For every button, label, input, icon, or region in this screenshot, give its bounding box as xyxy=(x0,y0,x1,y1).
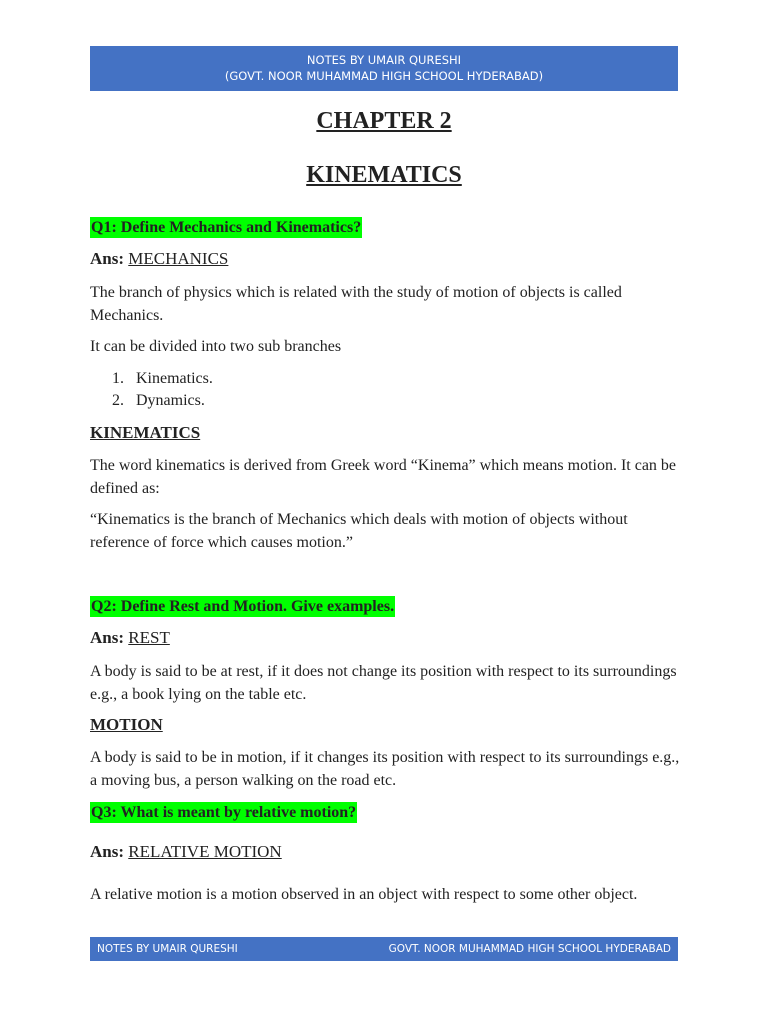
question-2: Q2: Define Rest and Motion. Give examples. xyxy=(91,598,395,615)
subheading: MOTION xyxy=(90,715,163,734)
header-line-2: (GOVT. NOOR MUHAMMAD HIGH SCHOOL HYDERABAD) xyxy=(224,69,544,83)
paragraph: A body is said to be at rest, if it does not change its position with respect to its surroundings e.g., a book lying on the table etc. xyxy=(90,663,677,703)
paragraph: A relative motion is a motion observed in an object with respect to some other object. xyxy=(90,886,638,903)
question-1: Q1: Define Mechanics and Kinematics? xyxy=(91,219,362,236)
list-number: 2. xyxy=(112,392,124,409)
list-number: 1. xyxy=(112,370,124,387)
page-header-band xyxy=(90,46,678,91)
page-footer-band xyxy=(90,937,678,961)
header-line-1: NOTES BY UMAIR QURESHI xyxy=(306,53,462,67)
subheading: KINEMATICS xyxy=(90,423,201,442)
paragraph: A body is said to be in motion, if it changes its position with respect to its surroundings e.g., a moving bus, a person walking on the road etc. xyxy=(90,749,680,789)
answer-1-heading xyxy=(90,248,228,270)
answer-3-heading xyxy=(90,841,282,863)
paragraph: It can be divided into two sub branches xyxy=(90,338,342,355)
list-item xyxy=(112,390,205,412)
answer-term: RELATIVE MOTION xyxy=(128,842,282,861)
chapter-subtitle: KINEMATICS xyxy=(306,162,462,188)
footer-left-text: NOTES BY UMAIR QURESHI xyxy=(97,943,238,955)
answer-label: Ans: xyxy=(90,249,125,268)
question-3: Q3: What is meant by relative motion? xyxy=(91,804,357,821)
list-text: Dynamics. xyxy=(136,392,205,409)
list-text: Kinematics. xyxy=(136,370,213,387)
footer-right-text: GOVT. NOOR MUHAMMAD HIGH SCHOOL HYDERABAD xyxy=(388,943,671,955)
answer-term: MECHANICS xyxy=(128,249,229,268)
answer-term: REST xyxy=(128,628,170,647)
paragraph: “Kinematics is the branch of Mechanics which deals with motion of objects without reference of force which causes motion.” xyxy=(90,511,628,551)
answer-label: Ans: xyxy=(90,842,125,861)
answer-2-heading xyxy=(90,627,170,649)
answer-label: Ans: xyxy=(90,628,125,647)
paragraph: The word kinematics is derived from Greek word “Kinema” which means motion. It can be defined as: xyxy=(90,457,677,497)
paragraph: The branch of physics which is related with the study of motion of objects is called Mechanics. xyxy=(90,284,622,324)
chapter-title: CHAPTER 2 xyxy=(316,108,452,134)
list-item xyxy=(112,368,213,390)
